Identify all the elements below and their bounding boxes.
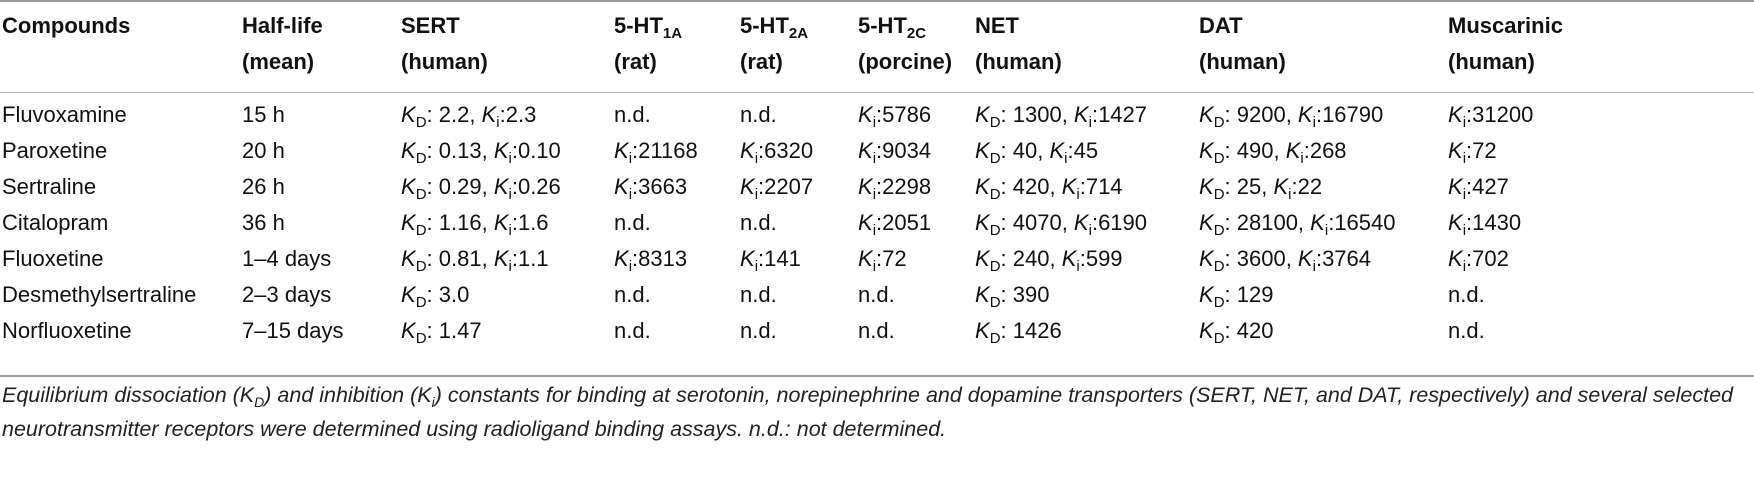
constant-value: :1430 [1466,210,1522,235]
constant-symbol: K [975,210,990,235]
table-row [0,133,1754,169]
column-header-text: Muscarinic [1448,13,1563,38]
constant-value: :72 [876,246,907,271]
constant-subscript: i [1288,186,1292,203]
constant-value: :1427 [1091,102,1148,127]
value-cell [858,92,975,133]
constant-symbol: K [1049,138,1065,163]
constant-symbol: K [975,102,990,127]
constant-value: :3663 [632,174,688,199]
constant-symbol: K [1199,246,1214,271]
constant-value: : 420 [1224,318,1274,343]
constant-subscript: i [872,150,877,167]
constant-value: :3764 [1315,246,1372,271]
constant-symbol: K [1448,246,1463,271]
constant-symbol: K [401,138,416,163]
column-header-line1 [242,8,401,44]
constant-symbol: K [493,138,509,163]
constant-subscript: i [1462,186,1467,203]
constant-subscript: i [1462,222,1467,239]
constant-value: :31200 [1466,102,1534,127]
value-cell [975,241,1199,277]
constant-symbol: K [1448,174,1463,199]
constant-symbol: K [1073,102,1089,127]
constant-subscript: D [989,150,1001,167]
constant-symbol: K [858,174,873,199]
column-header-text: Compounds [2,13,131,38]
footnote-text: ) and inhibition ( [264,383,418,407]
column-header [401,8,614,92]
value-cell [1448,92,1754,133]
value-cell: n.d. [614,210,651,235]
constant-value: :2298 [876,174,932,199]
constant-subscript: i [1088,114,1092,131]
constant-symbol: K [1285,138,1301,163]
constant-symbol: K [1199,174,1214,199]
constant-symbol: K [401,210,416,235]
constant-symbol: K [858,246,873,271]
constant-subscript: i [754,150,759,167]
value-cell [1199,133,1448,169]
half-life: 1–4 days [242,246,332,271]
column-header-text: SERT [401,13,460,38]
constant-subscript: i [496,114,500,131]
compound-name: Norfluoxetine [2,318,132,343]
constant-value: : 3600, [1224,246,1298,271]
constant-value: :427 [1466,174,1509,199]
compound-name: Citalopram [2,210,109,235]
constant-symbol: K [1273,174,1289,199]
constant-value: :21168 [632,138,698,163]
column-header [1199,8,1448,92]
table-body [0,92,1754,349]
constant-subscript: D [1213,150,1225,167]
constant-value: : 2.2, [426,102,482,127]
column-header-text: NET [975,13,1019,38]
constant-subscript: D [415,222,427,239]
value-cell [614,169,740,205]
column-header [740,8,858,92]
constant-value: : 240, [1000,246,1062,271]
constant-subscript: D [1213,114,1225,131]
constant-symbol: K [401,282,416,307]
compound-name: Desmethylsertraline [2,282,197,307]
constant-value: :1.1 [511,246,549,271]
constant-value: :2051 [876,210,932,235]
constant-subscript: i [628,258,633,275]
constant-symbol: K [1199,138,1214,163]
value-cell [975,313,1199,349]
constant-value: : 0.81, [426,246,494,271]
constant-value: :2207 [758,174,814,199]
column-header-line1 [1448,8,1754,44]
value-cell [614,241,740,277]
column-header [1448,8,1754,92]
footnote-symbol: K [239,383,255,407]
value-cell [858,133,975,169]
table-row [0,313,1754,349]
table-row [0,205,1754,241]
column-header-text: DAT [1199,13,1243,38]
column-header [975,8,1199,92]
constant-value: : 129 [1224,282,1274,307]
table-row [0,277,1754,313]
top-rule [0,0,1754,2]
constant-symbol: K [858,210,873,235]
value-cell [975,277,1199,313]
constant-value: : 4070, [1000,210,1074,235]
footnote-text: ) constants for binding at serotonin, norepinephrine and dopamine transporters (SERT, NET, and DAT, respectively) and several selected neurotransmitter receptors were determined using radioligand binding assays. n.d.: not determined. [2,383,1734,441]
column-header-line1 [2,8,242,44]
constant-symbol: K [1297,102,1313,127]
constant-subscript: D [1213,330,1225,347]
constant-symbol: K [493,246,509,271]
constant-symbol: K [401,246,416,271]
value-cell: n.d. [858,282,895,307]
constant-value: :6320 [758,138,814,163]
constant-value: : 490, [1224,138,1286,163]
constant-symbol: K [975,282,990,307]
constant-symbol: K [858,138,873,163]
constant-subscript: i [1076,186,1080,203]
half-life: 26 h [242,174,285,199]
constant-value: :0.10 [511,138,561,163]
constant-symbol: K [614,138,629,163]
column-header-line1 [401,8,614,44]
compound-name: Fluvoxamine [2,102,127,127]
half-life: 20 h [242,138,285,163]
value-cell: n.d. [614,318,651,343]
column-header [0,8,242,92]
constant-subscript: D [989,258,1001,275]
constant-symbol: K [614,174,629,199]
constant-value: : 3.0 [426,282,470,307]
column-header-text: Half-life [242,13,323,38]
constant-value: : 1300, [1000,102,1074,127]
value-cell [858,205,975,241]
constant-symbol: K [858,102,873,127]
constant-subscript: D [989,186,1001,203]
constant-value: :714 [1079,174,1123,199]
bottom-rule [0,375,1754,377]
table-row [0,241,1754,277]
value-cell [401,313,614,349]
constant-subscript: D [415,150,427,167]
constant-symbol: K [740,246,755,271]
value-cell: n.d. [1448,318,1485,343]
constant-subscript: i [872,258,877,275]
constant-symbol: K [975,246,990,271]
constant-subscript: i [1312,258,1316,275]
constant-subscript: i [872,222,877,239]
constant-value: :0.26 [511,174,561,199]
value-cell [1448,133,1754,169]
constant-subscript: D [1213,222,1225,239]
constant-value: :141 [758,246,801,271]
table-row [0,169,1754,205]
constant-subscript: i [628,186,633,203]
constant-subscript: i [508,186,512,203]
constant-symbol: K [481,102,497,127]
table-header [0,8,1754,92]
column-header-line2: (mean) [242,49,315,74]
constant-subscript: D [989,330,1001,347]
value-cell [858,169,975,205]
column-header-line2 [2,44,242,80]
constant-subscript: D [415,258,427,275]
value-cell: n.d. [614,102,651,127]
constant-subscript: D [1213,186,1225,203]
footnote-subscript: i [431,394,435,410]
constant-subscript: i [1064,150,1068,167]
constant-symbol: K [401,318,416,343]
constant-value: : 1.16, [426,210,494,235]
value-cell [401,277,614,313]
half-life: 2–3 days [242,282,332,307]
column-header-line1 [740,8,858,44]
constant-symbol: K [1448,102,1463,127]
value-cell [1448,205,1754,241]
compound-name: Paroxetine [2,138,108,163]
constant-value: : 1426 [1000,318,1062,343]
value-cell [1199,92,1448,133]
constant-value: :8313 [632,246,688,271]
footnote-symbol: K [417,383,432,407]
constant-subscript: D [1213,258,1225,275]
value-cell [401,169,614,205]
constant-symbol: K [614,246,629,271]
binding-constants-table [0,8,1754,349]
value-cell: n.d. [1448,282,1485,307]
constant-value: :6190 [1091,210,1148,235]
constant-subscript: D [415,186,427,203]
header-row [0,8,1754,92]
value-cell [1199,205,1448,241]
constant-value: : 390 [1000,282,1050,307]
constant-subscript: i [1312,114,1316,131]
constant-value: :9034 [876,138,932,163]
column-header [242,8,401,92]
constant-value: :268 [1303,138,1347,163]
column-header-line2: (porcine) [858,49,953,74]
constant-symbol: K [740,138,755,163]
constant-symbol: K [1199,210,1214,235]
constant-symbol: K [1297,246,1313,271]
column-header-line1 [614,8,740,44]
value-cell [975,169,1199,205]
footnote-text: Equilibrium dissociation ( [2,383,240,407]
value-cell: n.d. [740,282,777,307]
column-header-subscript: 2A [788,25,809,42]
constant-value: : 1.47 [426,318,482,343]
column-header-text: 5-HT [740,13,789,38]
constant-value: :1.6 [511,210,549,235]
value-cell: n.d. [858,318,895,343]
column-header-line2: (human) [975,49,1062,74]
column-header-subscript: 2C [906,25,927,42]
constant-symbol: K [1061,246,1077,271]
constant-value: :5786 [876,102,932,127]
constant-value: :599 [1079,246,1123,271]
constant-subscript: D [415,294,427,311]
constant-symbol: K [401,174,416,199]
constant-subscript: i [754,258,759,275]
constant-value: :702 [1466,246,1509,271]
half-life: 36 h [242,210,285,235]
column-header-line2: (rat) [614,49,657,74]
column-header-line2: (human) [1448,49,1535,74]
constant-value: : 25, [1224,174,1274,199]
constant-subscript: i [1300,150,1304,167]
value-cell: n.d. [740,318,777,343]
constant-symbol: K [493,174,509,199]
value-cell [1199,169,1448,205]
constant-subscript: i [1324,222,1329,239]
value-cell [614,133,740,169]
value-cell [740,241,858,277]
compound-name: Sertraline [2,174,97,199]
value-cell [1448,169,1754,205]
constant-subscript: D [989,114,1001,131]
value-cell [1199,241,1448,277]
constant-subscript: i [1462,114,1467,131]
constant-value: :16790 [1315,102,1384,127]
value-cell: n.d. [614,282,651,307]
constant-subscript: D [415,330,427,347]
table-footnote [2,378,1750,446]
column-header-text: 5-HT [614,13,663,38]
constant-subscript: i [1462,258,1467,275]
value-cell: n.d. [740,210,777,235]
constant-value: :16540 [1328,210,1396,235]
column-header [614,8,740,92]
constant-value: :2.3 [499,102,537,127]
column-header [858,8,975,92]
constant-value: :72 [1466,138,1497,163]
constant-subscript: i [508,150,512,167]
constant-subscript: D [415,114,427,131]
value-cell [975,133,1199,169]
column-header-line1 [975,8,1199,44]
constant-symbol: K [1061,174,1077,199]
constant-subscript: i [508,222,512,239]
constant-symbol: K [975,138,990,163]
constant-symbol: K [1199,318,1214,343]
column-header-line1 [1199,8,1448,44]
footnote-subscript: D [254,394,265,410]
constant-value: : 40, [1000,138,1050,163]
constant-subscript: i [1462,150,1467,167]
constant-symbol: K [740,174,755,199]
constant-subscript: D [989,294,1001,311]
constant-value: :22 [1291,174,1323,199]
value-cell [401,92,614,133]
value-cell [740,133,858,169]
value-cell [975,92,1199,133]
value-cell [1199,313,1448,349]
half-life: 15 h [242,102,285,127]
constant-value: : 0.29, [426,174,494,199]
value-cell [1448,241,1754,277]
constant-subscript: D [989,222,1001,239]
constant-value: : 420, [1000,174,1062,199]
constant-symbol: K [975,174,990,199]
constant-subscript: i [508,258,512,275]
constant-symbol: K [1448,138,1463,163]
constant-subscript: i [1088,222,1092,239]
constant-value: :45 [1067,138,1099,163]
constant-symbol: K [1448,210,1463,235]
column-header-text: 5-HT [858,13,907,38]
value-cell [401,133,614,169]
constant-value: : 0.13, [426,138,494,163]
column-header-subscript: 1A [662,25,683,42]
value-cell [401,241,614,277]
constant-symbol: K [1199,282,1214,307]
constant-symbol: K [493,210,509,235]
table-row [0,92,1754,133]
constant-subscript: i [1076,258,1080,275]
constant-value: : 28100, [1224,210,1311,235]
value-cell [858,241,975,277]
constant-symbol: K [975,318,990,343]
constant-subscript: i [754,186,759,203]
value-cell: n.d. [740,102,777,127]
column-header-line2: (human) [1199,49,1286,74]
value-cell [1199,277,1448,313]
constant-symbol: K [1199,102,1214,127]
compound-name: Fluoxetine [2,246,104,271]
column-header-line2: (human) [401,49,488,74]
constant-subscript: i [628,150,633,167]
half-life: 7–15 days [242,318,344,343]
column-header-line2: (rat) [740,49,783,74]
value-cell [401,205,614,241]
constant-value: : 9200, [1224,102,1298,127]
value-cell [975,205,1199,241]
constant-subscript: i [872,114,877,131]
constant-symbol: K [401,102,416,127]
column-header-line1 [858,8,975,44]
constant-subscript: D [1213,294,1225,311]
value-cell [740,169,858,205]
constant-subscript: i [872,186,877,203]
constant-symbol: K [1310,210,1325,235]
constant-symbol: K [1073,210,1089,235]
